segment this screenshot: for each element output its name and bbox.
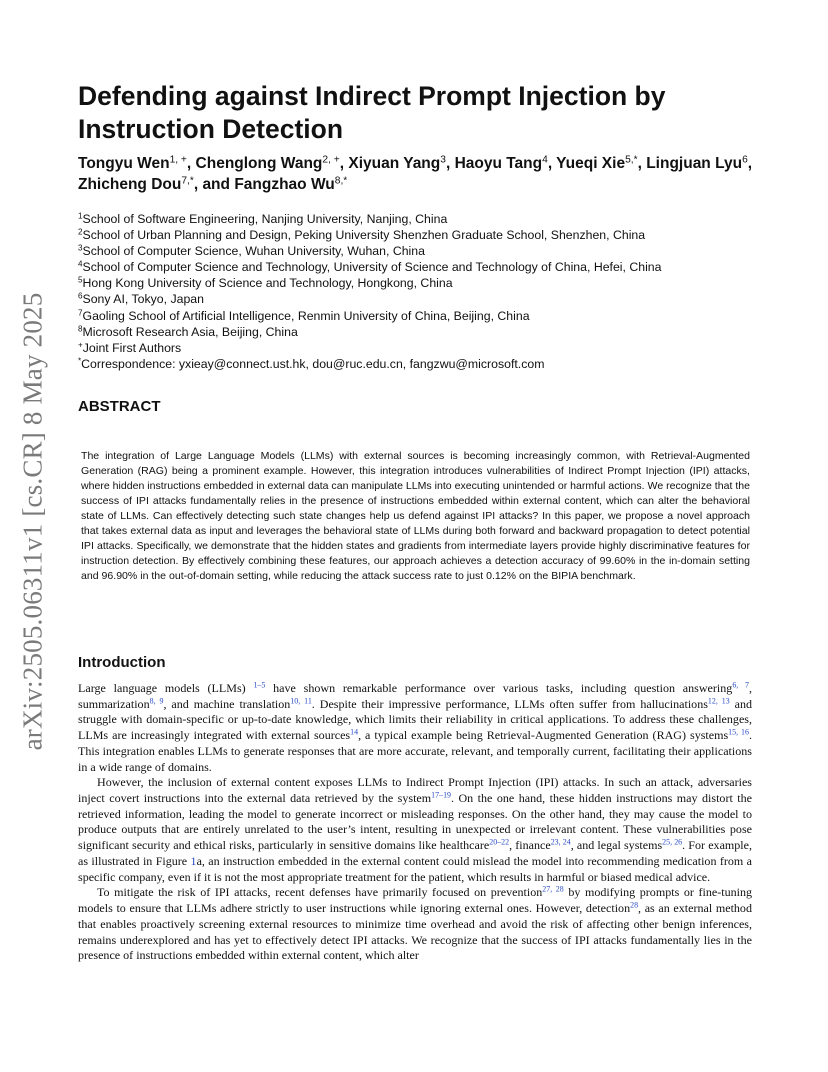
intro-text-run: , summarization xyxy=(78,681,753,711)
author-name: Chenglong Wang xyxy=(195,155,323,172)
intro-paragraph xyxy=(78,681,752,775)
affiliation-text: Correspondence: yxieay@connect.ust.hk, dou@ruc.edu.cn, fangzwu@microsoft.com xyxy=(81,356,545,371)
citation-link[interactable]: 28 xyxy=(630,900,639,910)
affiliation-mark: * xyxy=(78,356,82,366)
arxiv-identifier-stamp xyxy=(13,283,53,759)
introduction-heading: Introduction xyxy=(78,654,166,671)
affiliation-mark: 8 xyxy=(78,324,83,334)
introduction-body xyxy=(78,681,752,964)
citation-link[interactable]: 15, 16 xyxy=(728,727,749,737)
affiliation-item xyxy=(78,243,768,259)
affiliation-mark: 1 xyxy=(78,211,83,221)
intro-text-run: , finance xyxy=(509,838,551,853)
intro-text-run: , a typical example being Retrieval-Augmented Generation (RAG) systems xyxy=(358,728,729,743)
citation-link[interactable]: 17–19 xyxy=(431,790,451,800)
author-name: Fangzhao Wu xyxy=(234,176,335,193)
citation-link[interactable]: 23, 24 xyxy=(550,837,571,847)
citation-link[interactable]: 10, 11 xyxy=(290,696,312,706)
affiliation-text: School of Computer Science, Wuhan University, Wuhan, China xyxy=(82,244,425,259)
intro-paragraph xyxy=(78,775,752,885)
affiliation-text: School of Software Engineering, Nanjing University, Nanjing, China xyxy=(82,212,448,226)
arxiv-identifier-text: arXiv:2505.06311v1 [cs.CR] 8 May 2025 xyxy=(17,292,48,750)
citation-link[interactable]: 25, 26 xyxy=(662,837,683,847)
author-name: Xiyuan Yang xyxy=(348,155,441,172)
author xyxy=(234,176,347,193)
affiliation-text: Gaoling School of Artificial Intelligence, Renmin University of China, Beijing, China xyxy=(82,308,530,323)
paper-title: Defending against Indirect Prompt Injection by Instruction Detection xyxy=(78,81,666,144)
affiliation-text: Hong Kong University of Science and Technology, Hongkong, China xyxy=(82,276,453,291)
affiliation-mark: + xyxy=(78,340,83,350)
intro-text-run: , and legal systems xyxy=(570,838,663,853)
affiliation-item xyxy=(78,275,768,291)
author-list: Tongyu Wen$^{1, +}$, Chenglong Wang$^{2, +}$, Xiyuan Yang$^3$, Haoyu Tang$^4$, Yueqi Xie$^{5,*}$, Lingjuan Lyu$^6$, Zhicheng Dou$^{7,*}$, and Fangzhao $Wu^{8,*}$ xyxy=(78,154,753,193)
citation-link[interactable]: 27, 28 xyxy=(542,884,564,894)
citation-link[interactable]: 14 xyxy=(350,727,359,737)
citation-link[interactable]: 6, 7 xyxy=(732,680,749,690)
author-affiliation-mark: 6 xyxy=(742,154,748,166)
author xyxy=(348,155,446,172)
intro-text-run: Large language models (LLMs) xyxy=(78,681,254,695)
figure-reference-link[interactable]: 1 xyxy=(190,853,197,868)
intro-text-run: have shown remarkable performance over various tasks, including question answering xyxy=(265,681,733,695)
intro-text-run: . On the one hand, these hidden instructions may distort the retrieved information, leading the model to generate incorrect or misleading responses. On the other hand, they may cause the model to produce outputs that are entirely unrelated to the user’s intent, resulting in unexpected or irrelevant content. These vulnerabilities pose significant security and ethical risks, particularly in sensitive domains like healthcare xyxy=(78,791,752,853)
affiliation-text: Sony AI, Tokyo, Japan xyxy=(82,292,204,307)
author-name: Yueqi Xie xyxy=(556,155,626,172)
author-name: Haoyu Tang xyxy=(454,155,543,172)
affiliation-text: Joint First Authors xyxy=(82,340,182,355)
affiliation-item xyxy=(78,356,768,372)
citation-link[interactable]: 8, 9 xyxy=(149,696,164,706)
intro-text-run: , as an external method that enables proactively screening external resources to minimize time overhead and avoid the risk of affecting other benign inferences, remains underexplored and has yet to effectively detect IPI attacks. We recognize that the success of IPI attacks fundamentally lies in the presence of instructions embedded within external content, which alter xyxy=(78,901,752,963)
affiliation-item xyxy=(78,308,768,324)
affiliation-text: Microsoft Research Asia, Beijing, China xyxy=(82,324,298,339)
intro-text-run: . For example, as illustrated in Figure xyxy=(78,838,753,868)
intro-text-run: and struggle with domain-specific or up-to-date knowledge, which limits their reliability in critical applications. To address these challenges, LLMs are increasingly integrated with external sources xyxy=(78,696,753,743)
affiliation-item xyxy=(78,324,768,340)
intro-text-run: . This integration enables LLMs to generate responses that are more accurate, relevant, and temporally current, facilitating their applications in a wide range of domains. xyxy=(78,728,752,774)
citation-link[interactable]: 20–22 xyxy=(489,837,510,847)
affiliation-mark: 6 xyxy=(78,292,83,302)
affiliation-mark: 2 xyxy=(78,227,83,237)
affiliation-mark: 4 xyxy=(78,259,83,269)
author xyxy=(646,155,748,172)
affiliation-mark: 3 xyxy=(78,243,83,253)
affiliation-item xyxy=(78,227,768,243)
affiliation-mark: 7 xyxy=(78,308,83,318)
author xyxy=(78,155,187,172)
intro-text-run: To mitigate the risk of IPI attacks, recent defenses have primarily focused on prevention xyxy=(97,885,543,900)
affiliation-list xyxy=(78,211,768,372)
author-affiliation-mark: 4 xyxy=(542,154,548,166)
author-affiliation-mark: 5,* xyxy=(625,154,638,166)
citation-link[interactable]: 12, 13 xyxy=(707,696,730,706)
author-affiliation-mark: 7,* xyxy=(181,175,194,187)
abstract-heading: ABSTRACT xyxy=(78,398,161,415)
affiliation-item xyxy=(78,259,768,275)
author xyxy=(196,155,340,172)
abstract-text: The integration of Large Language Models (LLMs) with external sources is becoming increasingly common, with Retrieval-Augmented Generation (RAG) being a prominent example. However, this integration introduces vulnerabilities of Indirect Prompt Injection (IPI) attacks, where hidden instructions embedded in external data can manipulate LLMs into executing unintended or harmful actions. We recognize that the success of IPI attacks fundamentally relies in the presence of instructions embedded within external content, which can alter the behavioral state of LLMs. Can effectively detecting such state changes help us defend against IPI attacks? In this paper, we propose a novel approach that takes external data as input and leverages the behavioral state of LLMs during both forward and backward propagation to detect potential IPI attacks. Specifically, we demonstrate that the hidden states and gradients from intermediate layers provide highly discriminative features for instruction detection. By effectively combining these features, our approach achieves a detection accuracy of 99.60% in the in-domain setting and 96.90% in the out-of-domain setting, while reducing the attack success rate to just 0.12% on the BIPIA benchmark. xyxy=(81,450,750,582)
intro-text-run: a, an instruction embedded in the external content could mislead the model into recommending medication from a specific company, even if it is not the most appropriate treatment for the patient, which results in harmful or biased medical advice. xyxy=(78,853,752,884)
intro-text-run: by modifying prompts or fine-tuning models to ensure that LLMs adhere strictly to user instructions while ignoring external ones. However, detection xyxy=(78,885,753,916)
intro-text-run: However, the inclusion of external content exposes LLMs to Indirect Prompt Injection (IPI) attacks. In such an attack, adversaries inject covert instructions into the external data retrieved by the system xyxy=(78,775,752,806)
author xyxy=(455,155,548,172)
intro-paragraph xyxy=(78,885,752,964)
affiliation-item xyxy=(78,291,768,307)
affiliation-text: School of Computer Science and Technology, University of Science and Technology of China, Hefei, China xyxy=(82,260,662,275)
author-name: Lingjuan Lyu xyxy=(646,155,743,172)
citation-link[interactable]: 1–5 xyxy=(253,680,266,690)
affiliation-item xyxy=(78,340,768,356)
author xyxy=(556,155,637,172)
author-affiliation-mark: 2, + xyxy=(322,154,340,166)
intro-text-run: , and machine translation xyxy=(163,696,291,711)
author-affiliation-mark: 8,* xyxy=(334,175,348,187)
affiliation-mark: 5 xyxy=(78,275,83,285)
author-name: Tongyu Wen xyxy=(78,155,170,172)
author-name: Zhicheng Dou xyxy=(78,176,182,193)
author-affiliation-mark: 3 xyxy=(440,154,446,166)
affiliation-item xyxy=(78,211,768,227)
intro-text-run: . Despite their impressive performance, LLMs often suffer from hallucinations xyxy=(311,696,708,711)
affiliation-text: School of Urban Planning and Design, Peking University Shenzhen Graduate School, Shenzhen, China xyxy=(82,228,646,243)
author xyxy=(78,176,194,193)
author-affiliation-mark: 1, + xyxy=(169,154,187,166)
